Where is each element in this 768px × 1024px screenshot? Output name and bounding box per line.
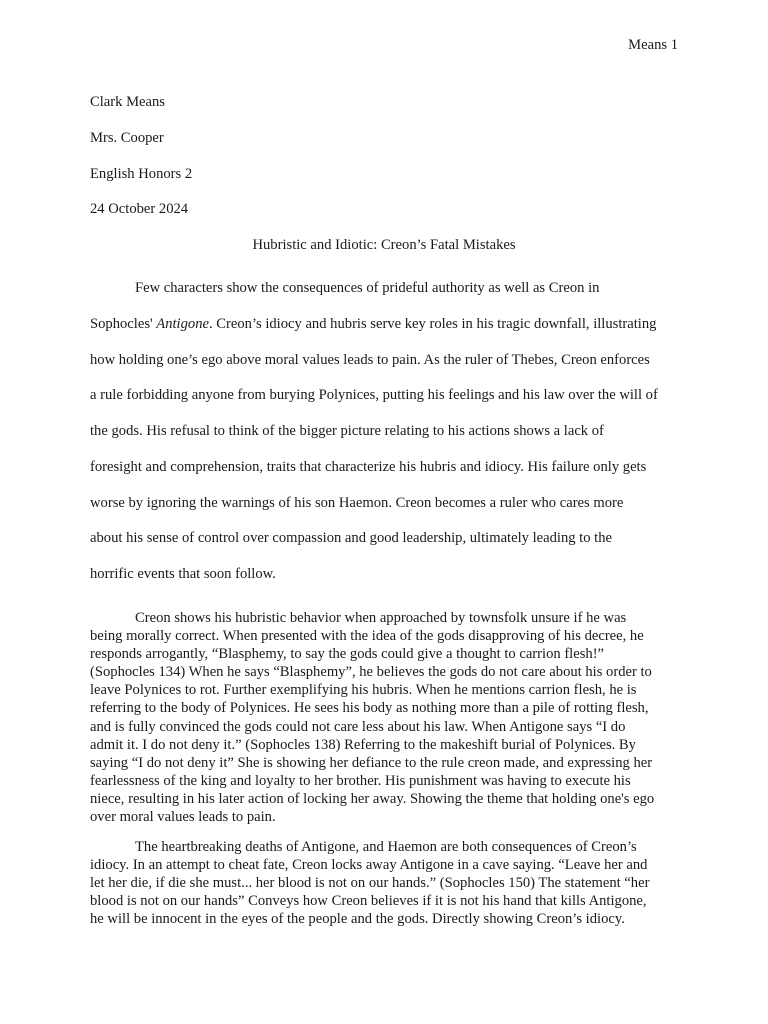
intro-paragraph bbox=[90, 271, 678, 593]
paragraph-line: blood is not on our hands” Conveys how Creon believes if it is not his hand that kills Antigone, bbox=[90, 893, 647, 910]
paragraph-line: The heartbreaking deaths of Antigone, and Haemon are both consequences of Creon’s bbox=[135, 839, 637, 855]
paragraph-line: Creon shows his hubristic behavior when approached by townsfolk unsure if he was bbox=[135, 610, 627, 626]
paragraph-line: idiocy. In an attempt to cheat fate, Creon locks away Antigone in a cave saying. “Leave her and bbox=[90, 857, 648, 874]
intro-line: worse by ignoring the warnings of his son Haemon. Creon becomes a ruler who cares more bbox=[90, 494, 624, 511]
paragraph-line: admit it. I do not deny it.” (Sophocles 138) Referring to the makeshift burial of Polynices. By bbox=[90, 736, 636, 753]
body-paragraph-hubris bbox=[90, 609, 678, 826]
intro-line bbox=[90, 307, 678, 343]
essay-date: 24 October 2024 bbox=[90, 201, 189, 218]
paragraph-line: over moral values leads to pain. bbox=[90, 809, 276, 826]
intro-line: horrific events that soon follow. bbox=[90, 566, 276, 582]
intro-line: a rule forbidding anyone from burying Polynices, putting his feelings and his law over the will of bbox=[90, 387, 658, 404]
book-title: Antigone bbox=[156, 315, 209, 332]
intro-line: the gods. His refusal to think of the bigger picture relating to his actions shows a lack of bbox=[90, 423, 604, 439]
paragraph-line: being morally correct. When presented with the idea of the gods disapproving of his decree, he bbox=[90, 628, 644, 645]
intro-line: foresight and comprehension, traits that characterize his hubris and idiocy. His failure only gets bbox=[90, 458, 647, 475]
paragraph-line: leave Polynices to rot. Further exemplifying his hubris. When he mentions carrion flesh, he is bbox=[90, 682, 637, 699]
paragraph-line: (Sophocles 134) When he says “Blasphemy”, he believes the gods do not care about his order to bbox=[90, 664, 652, 681]
paragraph-line: let her die, if die she must... her blood is not on our hands.” (Sophocles 150) The statement “her bbox=[90, 875, 650, 892]
paragraph-line: and is fully convinced the gods could not care less about his law. When Antigone says “I do bbox=[90, 718, 626, 735]
teacher-name: Mrs. Cooper bbox=[90, 129, 164, 146]
intro-line-text: Sophocles' bbox=[90, 315, 157, 332]
intro-line: about his sense of control over compassion and good leadership, ultimately leading to the bbox=[90, 530, 613, 547]
student-name: Clark Means bbox=[90, 94, 165, 110]
paragraph-line: referring to the body of Polynices. He sees his body as nothing more than a pile of rotting flesh, bbox=[90, 700, 649, 717]
paragraph-line: responds arrogantly, “Blasphemy, to say the gods could give a thought to carrion flesh!” bbox=[90, 646, 605, 663]
intro-line: how holding one’s ego above moral values leads to pain. As the ruler of Thebes, Creon enforces bbox=[90, 351, 650, 368]
paragraph-line: fearlessness of the king and loyalty to her brother. His punishment was having to execute his bbox=[90, 772, 631, 789]
body-paragraph-idiocy bbox=[90, 838, 678, 928]
course-name: English Honors 2 bbox=[90, 165, 193, 182]
paragraph-line: niece, resulting in his later action of locking her away. Showing the theme that holding one's ego bbox=[90, 790, 655, 807]
running-head: Means 1 bbox=[628, 37, 678, 53]
mla-heading bbox=[90, 93, 678, 272]
paragraph-line: he will be innocent in the eyes of the people and the gods. Directly showing Creon’s idiocy. bbox=[90, 911, 625, 928]
intro-line-text: . Creon’s idiocy and hubris serve key roles in his tragic downfall, illustrating bbox=[208, 315, 657, 332]
intro-line: Few characters show the consequences of prideful authority as well as Creon in bbox=[135, 280, 600, 296]
paragraph-line: saying “I do not deny it” She is showing her defiance to the rule creon made, and expressing her bbox=[90, 754, 653, 771]
essay-title: Hubristic and Idiotic: Creon’s Fatal Mistakes bbox=[252, 237, 516, 254]
